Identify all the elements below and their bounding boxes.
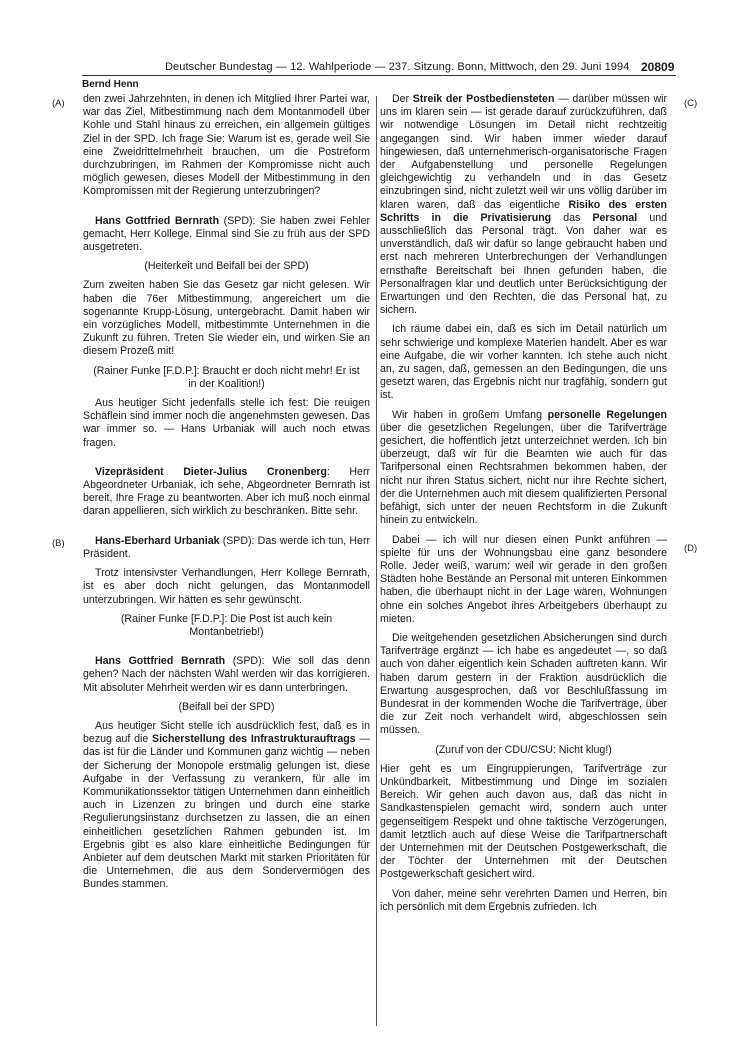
- paragraph: Ich räume dabei ein, daß es sich im Detail natürlich um sehr schwierige und komplexe Materien handelt. Aber es war eine Aufgabe, die wir vorher kannten. Ich stehe auch nicht an, zu sagen, daß, gemessen an den Bedingungen, die uns gesetzt waren, das Ergebnis nicht nur tragfähig, sondern gut ist.: [380, 323, 667, 402]
- right-column: [380, 93, 667, 920]
- speaker-name: Hans Gottfried Bernrath: [95, 214, 220, 227]
- speaker-name: Hans-Eberhard Urbaniak: [95, 534, 220, 547]
- page-number: 20809: [641, 60, 675, 74]
- interjection: (Rainer Funke [F.D.P.]: Die Post ist auch kein Montanbetrieb!): [120, 612, 333, 638]
- interjection: (Zuruf von der CDU/CSU: Nicht klug!): [435, 743, 612, 756]
- paragraph: Die weitgehenden gesetzlichen Absicherungen sind durch Tarifverträge ergänzt — ich habe es angedeutet —, so daß auch von daher eigentlich kein Schaden auftreten kann. Wir haben darum gestern in der Fraktion ausdrücklich die Erwartung ausgesprochen, daß vor Beschlußfassung im Bundesrat in der kommenden Woche die Tarifverträge, über die zur Zeit noch verhandelt wird, abgeschlossen sein müssen.: [380, 631, 667, 737]
- running-title: Deutscher Bundestag — 12. Wahlperiode — 237. Sitzung. Bonn, Mittwoch, den 29. Juni 1994: [165, 61, 630, 73]
- interjection: (Beifall bei der SPD): [178, 700, 275, 713]
- header-rule: [82, 75, 676, 76]
- speech-paragraph: Hans Gottfried Bernrath (SPD): Sie haben zwei Fehler gemacht, Herr Kollege. Einmal sind Sie zu früh aus der SPD ausgetreten.: [83, 214, 370, 254]
- paragraph: den zwei Jahrzehnten, in denen ich Mitglied Ihrer Partei war, war das Ziel, Mitbestimmung nach dem Montanmodell über Kohle und Stahl hinaus zu erreichen, ein allgemein gültiges Ziel in der SPD. Ich frage Sie: Warum ist es, gerade weil Sie eine Zweidrittelmehrheit brauchen, um die Postreform durchzubringen, im Rahmen der Kompromisse nicht auch möglich gewesen, dieses Modell der Mitbestimmung in den Kompromissen mit der Regierung unterzubringen?: [83, 93, 370, 198]
- paragraph: Wir haben in großem Umfang personelle Regelungen über die gesetzlichen Regelungen, über die Tarifverträge gesichert, die hoffentlich jetzt unterzeichnet werden. Ich bin überzeugt, daß wir für die Beamten wie auch für das Tarifpersonal einen Rechtsrahmen bekommen haben, der nicht nur ihren Status sichert, nicht nur ihre Rechte sichert, der die Unternehmen auch mit diesem qualifizierten Personal befähigt, sich unter der neuen Rechtsform in die Zukunft hinein zu entwickeln.: [380, 408, 667, 527]
- paragraph: Zum zweiten haben Sie das Gesetz gar nicht gelesen. Wir haben die 76er Mitbestimmung, angereichert um die sogenannte Krupp-Lösung, untergebracht. Damit haben wir ein vorzügliches Modell, mitbestimmte Unternehmen in die Zukunft zu führen. Treten Sie wieder ein, und wirken Sie an diesem Prozeß mit!: [83, 279, 370, 358]
- interjection: (Heiterkeit und Beifall bei der SPD): [144, 260, 309, 273]
- margin-marker-d: (D): [684, 543, 698, 554]
- left-column: [83, 93, 370, 898]
- speech-paragraph: Hans Gottfried Bernrath (SPD): Wie soll das denn gehen? Nach der nächsten Wahl werden wir das korrigieren. Mit absoluter Mehrheit werden wir es dann unterbringen.: [83, 655, 370, 694]
- speech-paragraph: Hans-Eberhard Urbaniak (SPD): Das werde ich tun, Herr Präsident.: [83, 534, 370, 560]
- margin-marker-a: (A): [52, 98, 65, 109]
- paragraph: Von daher, meine sehr verehrten Damen und Herren, bin ich persönlich mit dem Ergebnis zufrieden. Ich: [380, 887, 667, 913]
- speech-paragraph: Vizepräsident Dieter-Julius Cronenberg: Herr Abgeordneter Urbaniak, ich sehe, Abgeordneter Bernrath ist bereit, Ihre Frage zu beantworten. Aber ich muß noch einmal daran appellieren, sich wirklich zu beschränken. Bitte sehr.: [83, 465, 370, 518]
- paragraph: Hier geht es um Eingruppierungen, Tarifverträge zur Unkündbarkeit, Mitbestimmung und Dinge im sozialen Bereich. Wir gehen auch davon aus, daß das nicht in Sandkastenspielen gemacht wird, sondern auch unter gegenseitigem Respekt und ohne taktische Verzögerungen, damit letztlich auch auf diese Weise die Tarifpartnerschaft der Unternehmen mit der Deutschen Postgewerkschaft, die der Töchter der Unternehmen mit der Deutschen Postgewerkschaft gesichert wird.: [380, 762, 667, 881]
- paragraph: Der Streik der Postbediensteten — darüber müssen wir uns im klaren sein — ist gerade darauf zurückzuführen, daß wir notwendige Lösungen im Detail nicht rechtzeitig angegangen sind. Wir haben immer wieder darauf hingewiesen, daß unternehmerisch-organisatorische Fragen der Aufgabenstellung und personelle Regelungen gleichgewichtig zu verhandeln und in das Gesetz einzubringen sind, nicht zuletzt weil wir uns völlig darüber im klaren waren, daß das eigentliche Risiko des ersten Schritts in die Privatisierung das Personal und ausschließlich das Personal trägt. Von daher war es unverständlich, daß wir dafür so lange gebraucht haben und erst nach mehreren Unterbrechungen der Verhandlungen ernsthafte Bereitschaft bei Ihnen gefunden haben, die Personalfragen klar und deutlich unter Berücksichtigung der Erwartungen und den Rechten, die das Personal hat, zu sichern.: [380, 93, 668, 317]
- paragraph: Dabei — ich will nur diesen einen Punkt anführen — spielte für uns der Wohnungsbau eine ganz besondere Rolle. Jeder weiß, warum: weil wir gerade in den großen Städten hohe Bestände an Personal mit unteren Einkommen haben, die überhaupt nicht in der Lage wären, Wohnungen ohne ein solches Angebot ihres Arbeitgebers überhaupt zu mieten.: [380, 533, 667, 625]
- interjection: (Rainer Funke [F.D.P.]: Braucht er doch nicht mehr! Er ist in der Koalition!): [93, 364, 360, 390]
- paragraph: Aus heutiger Sicht stelle ich ausdrücklich fest, daß es in bezug auf die Sicherstellung des Infrastrukturauftrags — das ist für die Länder und Kommunen ganz wichtig — neben der Sicherung der Monopole erstmalig gelungen ist, diese Aufgabe in der Verfassung zu verankern, für alle im Kommunikationssektor tätigen Unternehmen dann einheitlich auch in Lizenzen zu bringen und durch eine starke Regulierungsinstanz durchsetzen zu lassen, die an einen einheitlichen gesetzlichen Rahmen gebunden ist. Im Ergebnis gibt es also klare einheitliche Bedingungen für Anbieter auf dem deutschen Markt mit starken Prioritäten für die Unternehmen, die aus dem Sondervermögen des Bundes stammen.: [83, 719, 370, 891]
- margin-marker-b: (B): [52, 538, 65, 549]
- column-divider: [376, 96, 377, 1026]
- paragraph: Trotz intensivster Verhandlungen, Herr Kollege Bernrath, ist es aber doch nicht gelungen, das Montanmodell unterzubringen. Wir hätten es sehr gewünscht.: [83, 567, 370, 606]
- paragraph: Aus heutiger Sicht jedenfalls stelle ich fest: Die reuigen Schäflein sind immer noch die angenehmsten gewesen. Das war immer so. — Hans Urbaniak will auch noch etwas fragen.: [83, 397, 370, 449]
- current-speaker: Bernd Henn: [82, 79, 139, 90]
- margin-marker-c: (C): [684, 98, 698, 109]
- speaker-name: Hans Gottfried Bernrath: [95, 655, 226, 668]
- speaker-name: Vizepräsident Dieter-Julius Cronenberg: [95, 465, 327, 478]
